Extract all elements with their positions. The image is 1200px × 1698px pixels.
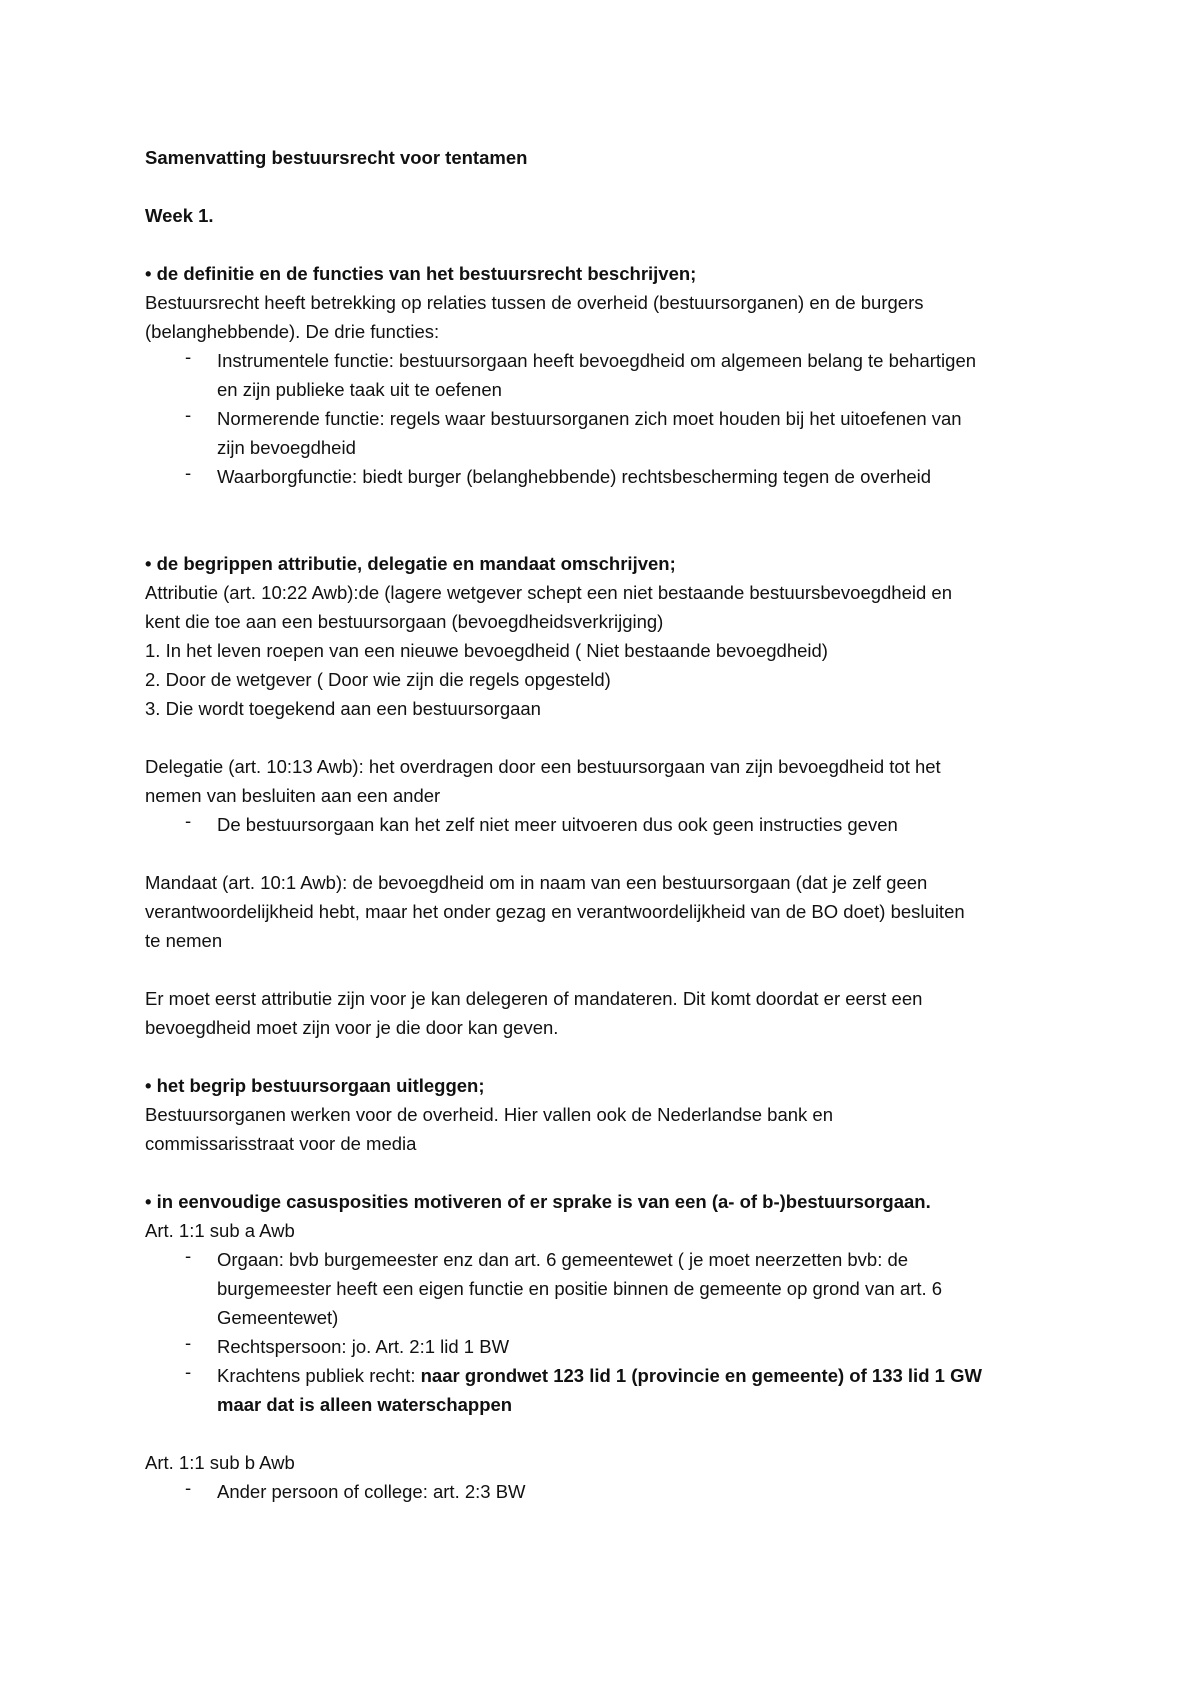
numbered-item: 3. Die wordt toegekend aan een bestuursorgaan (145, 698, 541, 719)
dash-bullet: - (185, 404, 192, 425)
dash-bullet: - (185, 810, 192, 831)
document-title: Samenvatting bestuursrecht voor tentamen (145, 147, 528, 168)
attributie-text: kent die toe aan een bestuursorgaan (bevoegdheidsverkrijging) (145, 611, 664, 632)
sub-b-heading: Art. 1:1 sub b Awb (145, 1452, 295, 1473)
list-item: - Instrumentele functie: bestuursorgaan heeft bevoegdheid om algemeen belang te behartigen en zijn publieke taak uit te oefenen (185, 346, 977, 400)
numbered-item: 1. In het leven roepen van een nieuwe bevoegdheid ( Niet bestaande bevoegdheid) (145, 640, 828, 661)
delegatie-text: nemen van besluiten aan een ander (145, 785, 441, 806)
list-item: - Rechtspersoon: jo. Art. 2:1 lid 1 BW (185, 1332, 510, 1357)
list-item: - De bestuursorgaan kan het zelf niet meer uitvoeren dus ook geen instructies geven (185, 810, 898, 835)
list-item: - Krachtens publiek recht: naar grondwet 123 lid 1 (provincie en gemeente) of 133 lid 1 GW maar dat is alleen waterschappen (185, 1361, 982, 1415)
mandaat-text: verantwoordelijkheid hebt, maar het onder gezag en verantwoordelijkheid van de BO doet) besluiten (145, 901, 965, 922)
section3-heading: • het begrip bestuursorgaan uitleggen; (145, 1075, 485, 1096)
note-text: Er moet eerst attributie zijn voor je kan delegeren of mandateren. Dit komt doordat er eerst een (145, 988, 923, 1009)
delegatie-text: Delegatie (art. 10:13 Awb): het overdragen door een bestuursorgaan van zijn bevoegdheid tot het (145, 756, 941, 777)
list-item: - Normerende functie: regels waar bestuursorganen zich moet houden bij het uitoefenen van zijn bevoegdheid (185, 404, 962, 458)
item-prefix: Krachtens publiek recht: (217, 1365, 421, 1386)
section1-intro: (belanghebbende). De drie functies: (145, 321, 440, 342)
dash-bullet: - (185, 1245, 192, 1266)
section2-heading: • de begrippen attributie, delegatie en mandaat omschrijven; (145, 553, 676, 574)
sub-a-heading: Art. 1:1 sub a Awb (145, 1220, 295, 1241)
list-item: - Waarborgfunctie: biedt burger (belanghebbende) rechtsbescherming tegen de overheid (185, 462, 932, 487)
section4-heading: • in eenvoudige casusposities motiveren of er sprake is van een (a- of b-)bestuursorgaan. (145, 1191, 931, 1212)
dash-bullet: - (185, 1332, 192, 1353)
section3-text: Bestuursorganen werken voor de overheid. Hier vallen ook de Nederlandse bank en (145, 1104, 834, 1125)
list-item: - Ander persoon of college: art. 2:3 BW (185, 1477, 526, 1502)
note-text: bevoegdheid moet zijn voor je die door kan geven. (145, 1017, 559, 1038)
list-item: - Orgaan: bvb burgemeester enz dan art. 6 gemeentewet ( je moet neerzetten bvb: de burgemeester heeft een eigen functie en positie binnen de gemeente op grond van art. 6 Gemeentewet) (185, 1245, 943, 1328)
item-bold: naar grondwet 123 lid 1 (provincie en gemeente) of 133 lid 1 GW (420, 1365, 982, 1386)
attributie-text: Attributie (art. 10:22 Awb):de (lagere wetgever schept een niet bestaande bestuursbevoegdheid en (145, 582, 952, 603)
dash-bullet: - (185, 1477, 192, 1498)
dash-bullet: - (185, 1361, 192, 1382)
week-heading: Week 1. (145, 205, 214, 226)
mandaat-text: Mandaat (art. 10:1 Awb): de bevoegdheid om in naam van een bestuursorgaan (dat je zelf geen (145, 872, 928, 893)
section1-intro: Bestuursrecht heeft betrekking op relaties tussen de overheid (bestuursorganen) en de burgers (145, 292, 924, 313)
dash-bullet: - (185, 346, 192, 367)
document-page (145, 143, 1085, 1506)
section3-text: commissarisstraat voor de media (145, 1133, 417, 1154)
section1-heading: • de definitie en de functies van het bestuursrecht beschrijven; (145, 263, 697, 284)
numbered-item: 2. Door de wetgever ( Door wie zijn die regels opgesteld) (145, 669, 611, 690)
mandaat-text: te nemen (145, 930, 223, 951)
dash-bullet: - (185, 462, 192, 483)
